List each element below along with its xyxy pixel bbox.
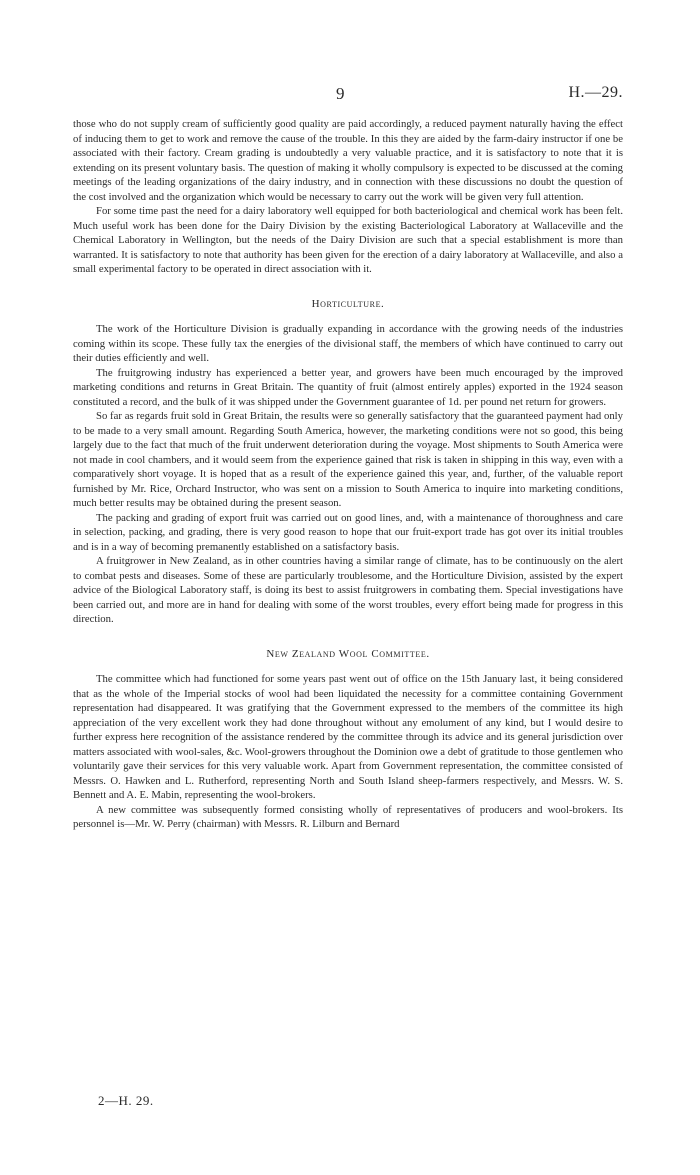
paragraph: So far as regards fruit sold in Great Britain, the results were so generally satisfactory that the guaranteed payment had only to be made to a very small amount. Regarding South America, however, the marketing conditions were not so good, this being largely due to the fact that much of the fruit underwent deterioration during the voyage. Most shipments to South America were not made in cool chambers, and it would seem from the experience gained that risk is taken in shipping in this way, even with a comparatively short voyage. It is hoped that as a result of the experience gained this year, and, further, of the valuable report furnished by Mr. Rice, Orchard Instructor, who was sent on a mission to South America to inquire into marketing conditions, much better results may be obtained during the present season.	[73, 410, 623, 509]
document-reference: H.—29.	[568, 84, 623, 101]
paragraph: The work of the Horticulture Division is gradually expanding in accordance with the growing needs of the industries coming within its scope. These fully tax the energies of the divisional staff, the members of which have continued to carry out their duties efficiently and well.	[73, 323, 623, 364]
body-text	[73, 117, 623, 832]
paragraph: The packing and grading of export fruit was carried out on good lines, and, with a maintenance of thoroughness and care in selection, packing, and grading, there is very good reason to hope that our fruit-export trade has got over its initial troubles and is in a way of becoming premanently established on a satisfactory basis.	[73, 511, 623, 553]
paragraph: For some time past the need for a dairy laboratory well equipped for both bacteriological and chemical work has been felt. Much useful work has been done for the Dairy Division by the existing Bacteriological Laboratory at Wallaceville and the Chemical Laboratory in Wellington, but the needs of the Dairy Division are such that a special establishment is more than warranted. It is satisfactory to note that authority has been given for the erection of a dairy laboratory at Wallaceville, and also a small experimental factory to be operated in direct association with it.	[73, 205, 623, 275]
signature-mark: 2—H. 29.	[98, 1093, 154, 1108]
section-heading-wool-committee: New Zealand Wool Committee.	[266, 647, 430, 660]
page-number: 9	[336, 84, 345, 103]
section-heading-horticulture: Horticulture.	[311, 297, 385, 310]
paragraph: The fruitgrowing industry has experienced a better year, and growers have been much encouraged by the improved marketing conditions and returns in Great Britain. The quantity of fruit (almost entirely apples) exported in the 1924 season constituted a record, and the bulk of it was shipped under the Government guarantee of 1d. per pound net return for growers.	[73, 366, 623, 408]
paragraph: A new committee was subsequently formed consisting wholly of representatives of producers and wool-brokers. Its personnel is—Mr. W. Perry (chairman) with Messrs. R. Lilburn and Bernard	[73, 803, 623, 830]
paragraph: those who do not supply cream of sufficiently good quality are paid accordingly, a reduced payment naturally having the effect of inducing them to get to work and remove the cause of the trouble. In this they are aided by the farm-dairy instructor if one be associated with their factory. Cream grading is undoubtedly a very valuable practice, and it is satisfactory to note that it is extending on its present voluntary basis. The question of making it wholly compulsory is expected to be discussed at the coming meetings of the leading organizations of the dairy industry, and in connection with these discussions no doubt the question of the cost involved and the organization which would be necessary to carry out the work will be given very full attention.	[73, 118, 623, 203]
paragraph: A fruitgrower in New Zealand, as in other countries having a similar range of climate, has to be continuously on the alert to combat pests and diseases. Some of these are particularly troublesome, and the Horticulture Division, assisted by the expert advice of the Biological Laboratory staff, is doing its best to assist fruitgrowers in combating them. Special investigations have been carried out, and more are in hand for dealing with some of the worst troubles, every effort being made for progress in this direction.	[73, 555, 623, 625]
paragraph: The committee which had functioned for some years past went out of office on the 15th January last, it being considered that as the whole of the Imperial stocks of wool had been liquidated the necessity for a committee containing Government representation had disappeared. It was gratifying that the Government expressed to the members of the committee its high appreciation of the very excellent work they had done throughout without any emolument of any kind, but I would desire to further express here recognition of the assistance rendered by the committee through its advice and its general jurisdiction over matters associated with wool-sales, &c. Wool-growers throughout the Dominion owe a debt of gratitude to those gentlemen who voluntarily gave their services for this very valuable work. Apart from Government representation, the committee consisted of Messrs. O. Hawken and L. Rutherford, representing North and South Island sheep-farmers respectively, and Messrs. W. S. Bennett and A. E. Mabin, representing the wool-brokers.	[73, 673, 623, 801]
